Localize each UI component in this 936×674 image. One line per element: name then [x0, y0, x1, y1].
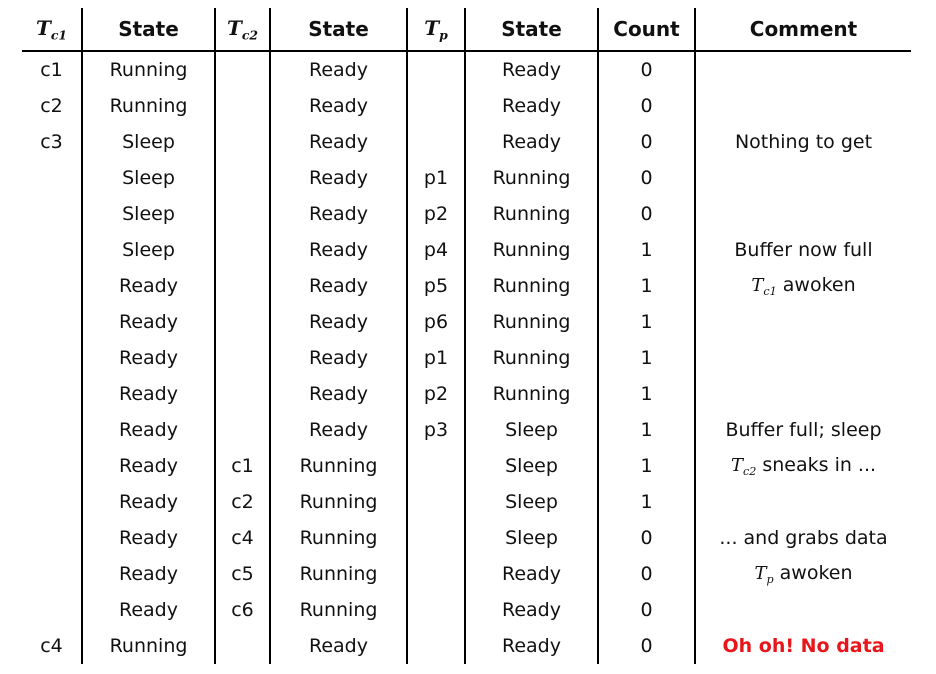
state2-cell: Ready	[270, 304, 407, 340]
state1-cell: Ready	[82, 520, 215, 556]
count-cell: 0	[598, 196, 695, 232]
count-cell: 1	[598, 376, 695, 412]
tp-cell: p1	[407, 340, 465, 376]
tp-cell	[407, 628, 465, 664]
tc2-cell	[215, 124, 270, 160]
tc1-cell: c3	[40, 131, 63, 153]
count-cell: 0	[598, 628, 695, 664]
tc2-cell	[215, 376, 270, 412]
comment-cell: Nothing to get	[695, 124, 911, 160]
count-cell: 1	[598, 232, 695, 268]
table-row	[22, 592, 911, 628]
count-cell: 0	[598, 124, 695, 160]
header-state-2: State	[270, 8, 407, 51]
table-row	[22, 196, 911, 232]
count-cell: 0	[598, 592, 695, 628]
state1-cell: Ready	[82, 556, 215, 592]
state3-cell: Ready	[465, 88, 598, 124]
tc2-cell	[215, 412, 270, 448]
state1-cell: Sleep	[82, 160, 215, 196]
state3-cell: Sleep	[465, 520, 598, 556]
count-cell: 1	[598, 340, 695, 376]
tc2-cell	[215, 304, 270, 340]
tp-cell	[407, 520, 465, 556]
table-row	[22, 376, 911, 412]
state3-cell: Running	[465, 196, 598, 232]
thread-trace-table	[22, 8, 911, 664]
state2-cell: Ready	[270, 412, 407, 448]
thread-variable: $T_{c1}$	[751, 275, 777, 298]
state2-cell: Ready	[270, 88, 407, 124]
state1-cell: Ready	[82, 592, 215, 628]
state3-cell: Running	[465, 304, 598, 340]
table-row	[22, 232, 911, 268]
comment-cell	[695, 51, 911, 88]
state3-cell: Sleep	[465, 484, 598, 520]
comment-cell	[695, 88, 911, 124]
tc1-cell	[22, 484, 82, 520]
header-row	[22, 8, 911, 51]
header-tc2: $T_{c2}$	[215, 8, 270, 51]
tc2-cell	[215, 51, 270, 88]
table-row	[22, 628, 911, 664]
state2-cell: Ready	[270, 268, 407, 304]
tc1-cell	[22, 556, 82, 592]
tc1-cell	[22, 232, 82, 268]
thread-variable: $T_{c2}$	[730, 455, 757, 478]
state3-cell: Ready	[465, 628, 598, 664]
state1-cell: Sleep	[82, 196, 215, 232]
state3-cell: Running	[465, 376, 598, 412]
state1-cell: Sleep	[82, 232, 215, 268]
tc1-cell: c1	[40, 59, 63, 81]
tc1-cell	[22, 412, 82, 448]
tc1-cell	[22, 196, 82, 232]
state2-cell: Ready	[270, 376, 407, 412]
comment-cell	[695, 484, 911, 520]
state2-cell: Ready	[270, 51, 407, 88]
comment-cell	[695, 304, 911, 340]
tc1-cell	[22, 340, 82, 376]
comment-cell	[695, 376, 911, 412]
header-state-3: State	[465, 8, 598, 51]
tp-cell	[407, 484, 465, 520]
header-count: Count	[598, 8, 695, 51]
comment-cell: $T_p$ awoken	[695, 556, 911, 592]
state1-cell: Ready	[82, 484, 215, 520]
comment-cell: $T_{c1}$ awoken	[695, 268, 911, 304]
state1-cell: Ready	[82, 268, 215, 304]
comment-cell	[695, 160, 911, 196]
tc1-cell	[22, 304, 82, 340]
state1-cell: Running	[82, 51, 215, 88]
state2-cell: Ready	[270, 124, 407, 160]
state1-cell: Running	[82, 88, 215, 124]
tp-cell	[407, 88, 465, 124]
comment-cell: Buffer now full	[695, 232, 911, 268]
state2-cell: Running	[270, 484, 407, 520]
table-row	[22, 556, 911, 592]
tc2-cell	[215, 196, 270, 232]
state3-cell: Ready	[465, 51, 598, 88]
state2-cell: Running	[270, 448, 407, 484]
tc1-cell	[22, 448, 82, 484]
tp-cell: p2	[407, 376, 465, 412]
state3-cell: Running	[465, 268, 598, 304]
count-cell: 0	[598, 51, 695, 88]
tc2-cell: c5	[215, 556, 270, 592]
tc2-cell	[215, 340, 270, 376]
state2-cell: Ready	[270, 628, 407, 664]
state2-cell: Ready	[270, 340, 407, 376]
count-cell: 0	[598, 520, 695, 556]
table-row	[22, 304, 911, 340]
count-cell: 0	[598, 88, 695, 124]
table-row	[22, 88, 911, 124]
table-row	[22, 124, 911, 160]
table-body	[22, 51, 911, 664]
count-cell: 0	[598, 556, 695, 592]
state1-cell: Ready	[82, 448, 215, 484]
tp-cell	[407, 124, 465, 160]
state3-cell: Ready	[465, 556, 598, 592]
tc1-cell	[22, 268, 82, 304]
state2-cell: Running	[270, 520, 407, 556]
tc1-cell	[22, 376, 82, 412]
count-cell: 1	[598, 412, 695, 448]
table-row	[22, 268, 911, 304]
table-row	[22, 340, 911, 376]
tc1-cell	[22, 592, 82, 628]
state2-cell: Ready	[270, 196, 407, 232]
alert-comment: Oh oh! No data	[695, 628, 911, 664]
tc2-cell	[215, 628, 270, 664]
comment-cell	[695, 592, 911, 628]
tp-cell: p3	[407, 412, 465, 448]
state1-cell: Ready	[82, 340, 215, 376]
tc1-cell: c2	[40, 95, 63, 117]
state2-cell: Running	[270, 592, 407, 628]
count-cell: 1	[598, 484, 695, 520]
tp-cell: p6	[407, 304, 465, 340]
tp-cell: p1	[407, 160, 465, 196]
state3-cell: Running	[465, 232, 598, 268]
tc2-cell	[215, 268, 270, 304]
table-row	[22, 51, 911, 88]
state1-cell: Sleep	[82, 124, 215, 160]
state1-cell: Ready	[82, 412, 215, 448]
state1-cell: Ready	[82, 304, 215, 340]
tp-cell: p5	[407, 268, 465, 304]
table-row	[22, 448, 911, 484]
state3-cell: Sleep	[465, 448, 598, 484]
comment-cell	[695, 340, 911, 376]
tp-cell: p4	[407, 232, 465, 268]
comment-cell: ... and grabs data	[695, 520, 911, 556]
state3-cell: Running	[465, 340, 598, 376]
tc2-cell: c6	[215, 592, 270, 628]
state3-cell: Running	[465, 160, 598, 196]
state2-cell: Ready	[270, 160, 407, 196]
state3-cell: Sleep	[465, 412, 598, 448]
tp-cell	[407, 592, 465, 628]
state1-cell: Running	[82, 628, 215, 664]
tc2-cell: c1	[215, 448, 270, 484]
tp-cell: p2	[407, 196, 465, 232]
tp-cell	[407, 51, 465, 88]
count-cell: 1	[598, 448, 695, 484]
tc1-cell	[22, 520, 82, 556]
tc2-cell: c4	[215, 520, 270, 556]
table-row	[22, 412, 911, 448]
state3-cell: Ready	[465, 592, 598, 628]
header-tc1: $T_{c1}$	[22, 8, 82, 51]
header-state-1: State	[82, 8, 215, 51]
tc2-cell	[215, 232, 270, 268]
tc1-cell: c4	[40, 635, 63, 657]
comment-cell: $T_{c2}$ sneaks in ...	[695, 448, 911, 484]
state2-cell: Ready	[270, 232, 407, 268]
tp-cell	[407, 448, 465, 484]
comment-cell: Buffer full; sleep	[695, 412, 911, 448]
tc1-cell	[22, 160, 82, 196]
state1-cell: Ready	[82, 376, 215, 412]
header-tp: $T_p$	[407, 8, 465, 51]
tc2-cell: c2	[215, 484, 270, 520]
table-row	[22, 484, 911, 520]
count-cell: 1	[598, 268, 695, 304]
header-comment: Comment	[695, 8, 911, 51]
table-row	[22, 160, 911, 196]
tp-cell	[407, 556, 465, 592]
state2-cell: Running	[270, 556, 407, 592]
state3-cell: Ready	[465, 124, 598, 160]
tc2-cell	[215, 88, 270, 124]
thread-variable: $T_p$	[754, 563, 774, 586]
table-row	[22, 520, 911, 556]
comment-cell	[695, 196, 911, 232]
tc2-cell	[215, 160, 270, 196]
count-cell: 0	[598, 160, 695, 196]
count-cell: 1	[598, 304, 695, 340]
